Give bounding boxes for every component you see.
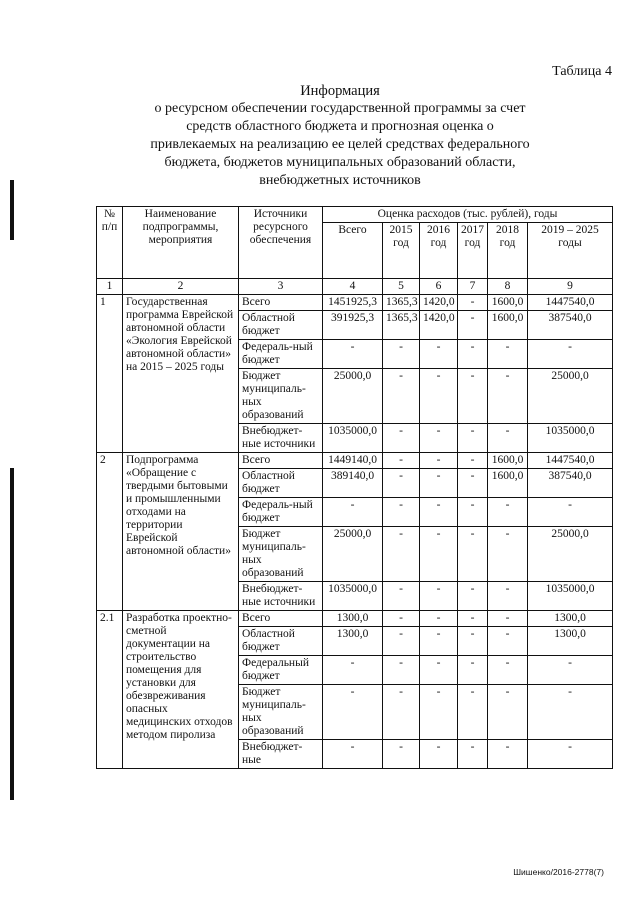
- header-2016: 2016 год: [420, 223, 458, 279]
- column-number: 6: [420, 279, 458, 295]
- column-number: 3: [239, 279, 323, 295]
- amount-cell: -: [323, 656, 383, 685]
- amount-cell: -: [383, 424, 420, 453]
- funding-source: Внебюджет-ные источники: [239, 582, 323, 611]
- funding-source: Федераль-ный бюджет: [239, 498, 323, 527]
- amount-cell: -: [528, 656, 613, 685]
- funding-source: Областной бюджет: [239, 311, 323, 340]
- amount-cell: -: [420, 453, 458, 469]
- header-2017: 2017 год: [458, 223, 488, 279]
- amount-cell: -: [458, 611, 488, 627]
- header-source: Источники ресурсного обеспечения: [239, 207, 323, 279]
- amount-cell: 1300,0: [323, 611, 383, 627]
- amount-cell: -: [458, 527, 488, 582]
- amount-cell: 25000,0: [323, 369, 383, 424]
- row-number: 2.1: [97, 611, 123, 769]
- document-footer-code: Шишенко/2016-2778(7): [513, 867, 604, 877]
- amount-cell: 1420,0: [420, 295, 458, 311]
- funding-source: Всего: [239, 453, 323, 469]
- amount-cell: -: [420, 340, 458, 369]
- heading-line: Информация: [300, 83, 380, 99]
- amount-cell: -: [458, 656, 488, 685]
- amount-cell: 1035000,0: [528, 582, 613, 611]
- amount-cell: -: [420, 424, 458, 453]
- heading-line: привлекаемых на реализацию ее целей средствах федерального: [150, 137, 530, 152]
- amount-cell: -: [458, 311, 488, 340]
- table-label: Таблица 4: [552, 64, 612, 79]
- amount-cell: -: [458, 627, 488, 656]
- amount-cell: 1600,0: [488, 469, 528, 498]
- funding-source: Федеральный бюджет: [239, 656, 323, 685]
- table-row: [97, 453, 613, 469]
- amount-cell: -: [420, 369, 458, 424]
- amount-cell: 391925,3: [323, 311, 383, 340]
- amount-cell: 1035000,0: [323, 424, 383, 453]
- funding-source: Внебюджет-ные источники: [239, 424, 323, 453]
- row-number: 2: [97, 453, 123, 611]
- margin-mark: [10, 468, 14, 800]
- funding-source: Федераль-ный бюджет: [239, 340, 323, 369]
- amount-cell: -: [458, 453, 488, 469]
- column-number: 5: [383, 279, 420, 295]
- amount-cell: -: [323, 498, 383, 527]
- amount-cell: -: [528, 685, 613, 740]
- amount-cell: 1300,0: [528, 627, 613, 656]
- amount-cell: 1447540,0: [528, 295, 613, 311]
- amount-cell: 387540,0: [528, 311, 613, 340]
- amount-cell: -: [420, 498, 458, 527]
- funding-source: Всего: [239, 295, 323, 311]
- amount-cell: -: [528, 340, 613, 369]
- amount-cell: -: [528, 740, 613, 769]
- amount-cell: -: [488, 340, 528, 369]
- amount-cell: -: [458, 469, 488, 498]
- amount-cell: 1449140,0: [323, 453, 383, 469]
- heading-line: бюджета, бюджетов муниципальных образований области,: [164, 155, 516, 170]
- header-2015: 2015 год: [383, 223, 420, 279]
- funding-source: Бюджет муниципаль-ных образований: [239, 369, 323, 424]
- amount-cell: -: [488, 527, 528, 582]
- amount-cell: -: [488, 656, 528, 685]
- amount-cell: 389140,0: [323, 469, 383, 498]
- amount-cell: -: [420, 740, 458, 769]
- amount-cell: -: [383, 627, 420, 656]
- resource-table: [96, 206, 613, 769]
- heading-line: средств областного бюджета и прогнозная оценка о: [186, 119, 494, 134]
- amount-cell: -: [383, 611, 420, 627]
- heading-line: о ресурсном обеспечении государственной программы за счет: [154, 101, 526, 116]
- amount-cell: -: [383, 527, 420, 582]
- amount-cell: -: [488, 498, 528, 527]
- header-estimate: Оценка расходов (тыс. рублей), годы: [323, 207, 613, 223]
- amount-cell: -: [383, 685, 420, 740]
- amount-cell: -: [458, 498, 488, 527]
- amount-cell: -: [420, 582, 458, 611]
- amount-cell: -: [323, 340, 383, 369]
- program-name: Разработка проектно-сметной документации на строительство помещения для установки для обезвреживания опасных медицинских отходов методом пиролиза: [123, 611, 239, 769]
- funding-source: Бюджет муниципаль-ных образований: [239, 527, 323, 582]
- column-number: 2: [123, 279, 239, 295]
- amount-cell: -: [420, 685, 458, 740]
- row-number: 1: [97, 295, 123, 453]
- amount-cell: -: [383, 453, 420, 469]
- amount-cell: 1600,0: [488, 453, 528, 469]
- amount-cell: -: [488, 611, 528, 627]
- funding-source: Областной бюджет: [239, 469, 323, 498]
- amount-cell: -: [420, 527, 458, 582]
- amount-cell: -: [383, 582, 420, 611]
- amount-cell: -: [458, 295, 488, 311]
- amount-cell: -: [458, 340, 488, 369]
- amount-cell: 1447540,0: [528, 453, 613, 469]
- amount-cell: -: [383, 656, 420, 685]
- amount-cell: -: [458, 685, 488, 740]
- header-2019-2025: 2019 – 2025 годы: [528, 223, 613, 279]
- amount-cell: 1451925,3: [323, 295, 383, 311]
- amount-cell: 387540,0: [528, 469, 613, 498]
- header-2018: 2018 год: [488, 223, 528, 279]
- amount-cell: -: [383, 369, 420, 424]
- amount-cell: 25000,0: [323, 527, 383, 582]
- amount-cell: -: [420, 656, 458, 685]
- amount-cell: -: [420, 469, 458, 498]
- amount-cell: -: [488, 369, 528, 424]
- column-number: 7: [458, 279, 488, 295]
- heading-line: внебюджетных источников: [259, 173, 421, 188]
- amount-cell: -: [488, 424, 528, 453]
- amount-cell: -: [488, 740, 528, 769]
- table-row: [97, 611, 613, 627]
- header-total: Всего: [323, 223, 383, 279]
- amount-cell: -: [488, 627, 528, 656]
- program-name: Государственная программа Еврейской автономной области «Экология Еврейской автономной области» на 2015 – 2025 годы: [123, 295, 239, 453]
- document-heading: [100, 82, 580, 190]
- amount-cell: -: [323, 685, 383, 740]
- amount-cell: 1600,0: [488, 311, 528, 340]
- column-number: 9: [528, 279, 613, 295]
- amount-cell: 1365,3: [383, 295, 420, 311]
- margin-mark: [10, 180, 14, 240]
- amount-cell: -: [458, 582, 488, 611]
- amount-cell: 1300,0: [323, 627, 383, 656]
- column-number: 8: [488, 279, 528, 295]
- header-name: Наименование подпрограммы, мероприятия: [123, 207, 239, 279]
- amount-cell: 1365,3: [383, 311, 420, 340]
- amount-cell: -: [458, 740, 488, 769]
- table-row: [97, 295, 613, 311]
- amount-cell: -: [488, 685, 528, 740]
- funding-source: Всего: [239, 611, 323, 627]
- amount-cell: -: [420, 611, 458, 627]
- amount-cell: -: [323, 740, 383, 769]
- amount-cell: 1600,0: [488, 295, 528, 311]
- funding-source: Бюджет муниципаль-ных образований: [239, 685, 323, 740]
- amount-cell: 25000,0: [528, 527, 613, 582]
- amount-cell: -: [458, 424, 488, 453]
- amount-cell: 1035000,0: [528, 424, 613, 453]
- header-num: № п/п: [97, 207, 123, 279]
- amount-cell: 25000,0: [528, 369, 613, 424]
- amount-cell: -: [488, 582, 528, 611]
- amount-cell: -: [383, 340, 420, 369]
- funding-source: Внебюджет-ные: [239, 740, 323, 769]
- column-number: 4: [323, 279, 383, 295]
- funding-source: Областной бюджет: [239, 627, 323, 656]
- amount-cell: -: [383, 740, 420, 769]
- column-number: 1: [97, 279, 123, 295]
- amount-cell: 1420,0: [420, 311, 458, 340]
- amount-cell: -: [383, 469, 420, 498]
- amount-cell: 1035000,0: [323, 582, 383, 611]
- amount-cell: -: [528, 498, 613, 527]
- amount-cell: -: [420, 627, 458, 656]
- amount-cell: 1300,0: [528, 611, 613, 627]
- amount-cell: -: [383, 498, 420, 527]
- program-name: Подпрограмма «Обращение с твердыми бытовыми и промышленными отходами на территории Еврейской автономной области»: [123, 453, 239, 611]
- amount-cell: -: [458, 369, 488, 424]
